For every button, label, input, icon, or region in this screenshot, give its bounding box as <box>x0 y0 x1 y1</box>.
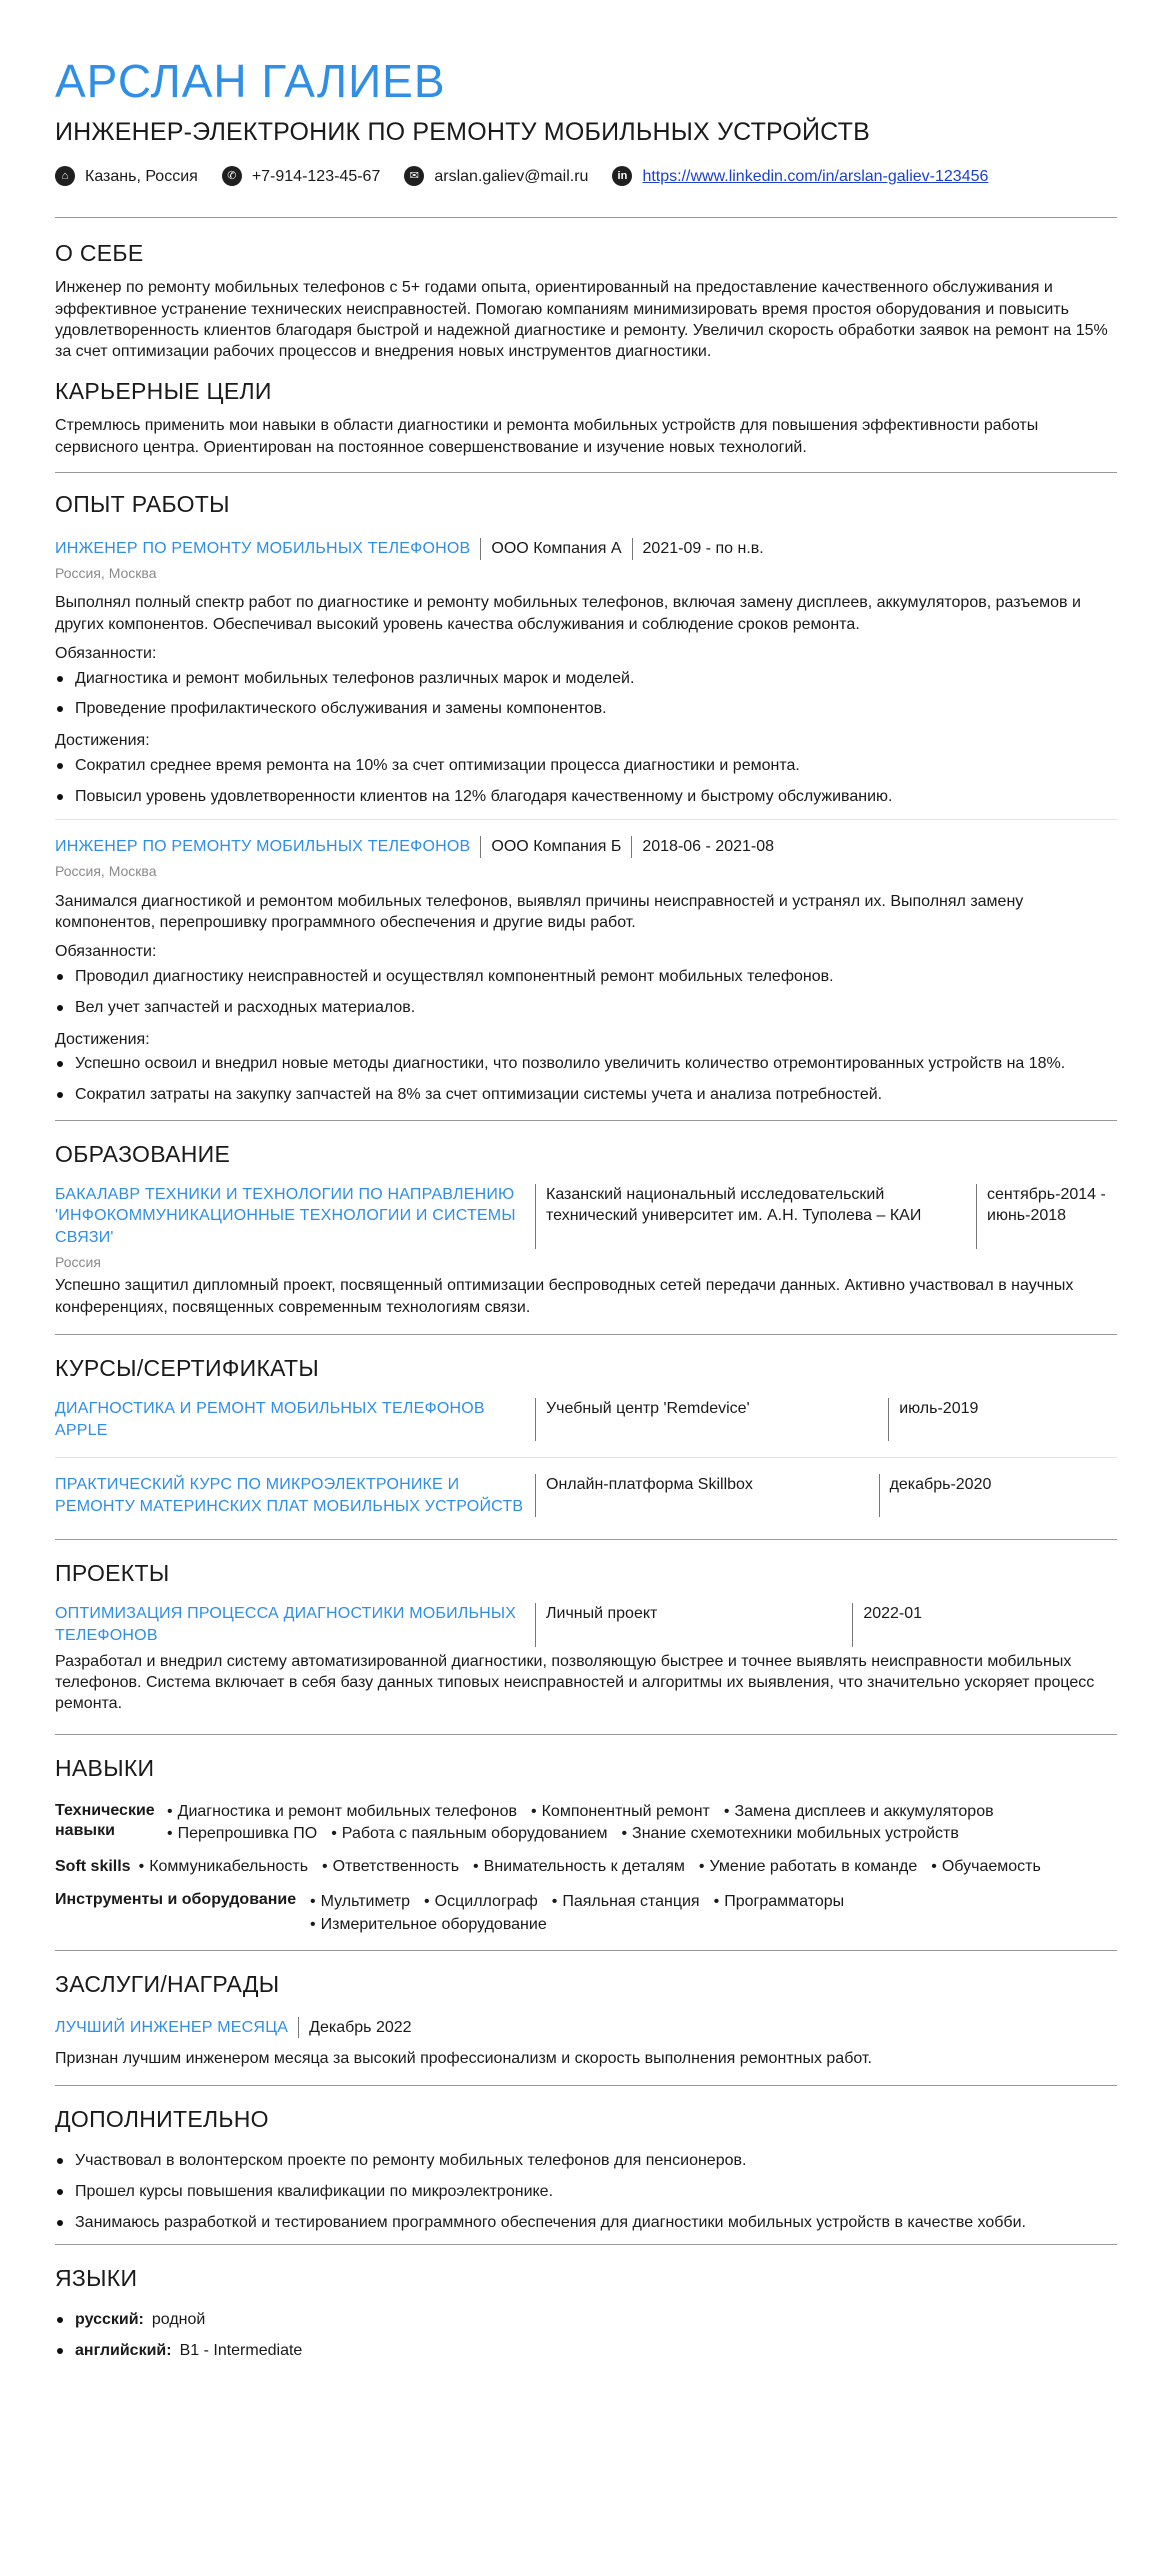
job-dates: 2021-09 - по н.в. <box>642 539 764 557</box>
list-item: Занимаюсь разработкой и тестированием программного обеспечения для диагностики мобильных устройств в качестве хобби. <box>55 2213 1117 2234</box>
divider <box>55 1539 1117 1540</box>
phone-icon: ✆ <box>222 166 242 186</box>
course-name: ПРАКТИЧЕСКИЙ КУРС ПО МИКРОЭЛЕКТРОНИКЕ И РЕМОНТУ МАТЕРИНСКИХ ПЛАТ МОБИЛЬНЫХ УСТРОЙСТВ <box>55 1476 524 1515</box>
divider <box>55 1120 1117 1121</box>
languages-title: ЯЗЫКИ <box>55 2264 138 2291</box>
course-name: ДИАГНОСТИКА И РЕМОНТ МОБИЛЬНЫХ ТЕЛЕФОНОВ APPLE <box>55 1400 485 1439</box>
courses-title: КУРСЫ/СЕРТИФИКАТЫ <box>55 1355 320 1381</box>
contacts-row <box>55 166 1117 188</box>
skills-title: НАВЫКИ <box>55 1755 155 1782</box>
skills-group-items <box>139 1857 1055 1878</box>
skill-item: • Мультиметр <box>310 1890 410 1913</box>
contact-email <box>404 166 588 188</box>
course-org: Учебный центр 'Remdevice' <box>546 1400 750 1418</box>
skill-item: • Коммуникабельность <box>139 1857 308 1878</box>
separator <box>298 2017 299 2039</box>
list-item: Повысил уровень удовлетворенности клиентов на 12% благодаря качественному и быстрому обслуживанию. <box>55 787 1117 808</box>
course-org: Онлайн-платформа Skillbox <box>546 1476 753 1494</box>
job-summary: Выполнял полный спектр работ по диагностике и ремонту мобильных телефонов, включая замену дисплеев, аккумуляторов, разъемов и других компонентов. Обеспечивал высокий уровень качества обслуживания и соблюдение сроков ремонта. <box>55 594 1081 633</box>
language-level: родной <box>151 2310 206 2328</box>
duties-label: Обязанности: <box>55 644 157 662</box>
additional-list <box>55 2151 1117 2233</box>
education-entry <box>55 1184 1117 1249</box>
skills-section <box>55 1753 1117 1936</box>
education-degree: БАКАЛАВР ТЕХНИКИ И ТЕХНОЛОГИИ ПО НАПРАВЛЕНИЮ 'ИНФОКОММУНИКАЦИОННЫЕ ТЕХНОЛОГИИ И СИСТЕМЫ СВЯЗИ' <box>55 1185 516 1246</box>
candidate-name: АРСЛАН ГАЛИЕВ <box>55 55 446 107</box>
skill-item: • Работа с паяльным оборудованием <box>331 1823 607 1845</box>
achievements-list <box>55 1054 1117 1106</box>
job-company: ООО Компания А <box>491 539 622 557</box>
education-section <box>55 1139 1117 1318</box>
job-role: ИНЖЕНЕР ПО РЕМОНТУ МОБИЛЬНЫХ ТЕЛЕФОНОВ <box>55 539 471 557</box>
divider <box>55 2085 1117 2086</box>
project-date: 2022-01 <box>863 1605 923 1623</box>
skills-group-label: Технические навыки <box>55 1801 155 1840</box>
linkedin-icon: in <box>612 166 632 186</box>
candidate-title: ИНЖЕНЕР-ЭЛЕКТРОНИК ПО РЕМОНТУ МОБИЛЬНЫХ УСТРОЙСТВ <box>55 117 870 146</box>
skill-item: • Умение работать в команде <box>699 1857 917 1878</box>
list-item: Сократил среднее время ремонта на 10% за счет оптимизации процесса диагностики и ремонта. <box>55 756 1117 777</box>
list-item: Участвовал в волонтерском проекте по ремонту мобильных телефонов для пенсионеров. <box>55 2151 1117 2172</box>
divider <box>55 2244 1117 2245</box>
location-icon: ⌂ <box>55 166 75 186</box>
list-item: Проводил диагностику неисправностей и осуществлял компонентный ремонт мобильных телефонов. <box>55 967 1117 988</box>
job-entry <box>55 836 1117 1105</box>
divider <box>55 1334 1117 1335</box>
skill-item: • Знание схемотехники мобильных устройств <box>621 1823 958 1845</box>
language-name: русский: <box>75 2310 144 2328</box>
linkedin-link[interactable]: https://www.linkedin.com/in/arslan-galiev-123456 <box>642 167 989 185</box>
awards-section <box>55 1969 1117 2069</box>
divider <box>55 1950 1117 1951</box>
education-title: ОБРАЗОВАНИЕ <box>55 1140 231 1167</box>
about-text: Инженер по ремонту мобильных телефонов с 5+ годами опыта, ориентированный на предоставление качественного обслуживания и эффективное устранение технических неисправностей. Помогаю компаниям минимизировать время простоя оборудования и повысить удовлетворенность клиентов благодаря быстрой и надежной диагностике и ремонту. Увеличил скорость обработки заявок на ремонт на 15% за счет оптимизации рабочих процессов и внедрения новых инструментов диагностики. <box>55 279 1108 361</box>
divider <box>55 1734 1117 1735</box>
goals-section <box>55 376 1117 458</box>
experience-section <box>55 489 1117 1106</box>
project-entry <box>55 1603 1117 1646</box>
entry-divider <box>55 819 1117 820</box>
list-item: Сократил затраты на закупку запчастей на 8% за счет оптимизации системы учета и анализа потребностей. <box>55 1085 1117 1106</box>
skills-group-label: Инструменты и оборудование <box>55 1891 297 1909</box>
skills-group <box>55 1801 1117 1846</box>
contact-linkedin <box>612 166 988 188</box>
contact-phone <box>222 166 381 188</box>
skills-group-items <box>167 1801 1117 1846</box>
award-text: Признан лучшим инженером месяца за высокий профессионализм и скорость выполнения ремонтных работ. <box>55 2050 872 2068</box>
course-entry <box>55 1474 1117 1517</box>
skill-item: • Компонентный ремонт <box>531 1801 710 1823</box>
list-item: Прошел курсы повышения квалификации по микроэлектронике. <box>55 2182 1117 2203</box>
awards-title: ЗАСЛУГИ/НАГРАДЫ <box>55 1971 280 1998</box>
email-text: arslan.galiev@mail.ru <box>434 167 589 185</box>
skills-group <box>55 1857 1117 1878</box>
job-role: ИНЖЕНЕР ПО РЕМОНТУ МОБИЛЬНЫХ ТЕЛЕФОНОВ <box>55 838 471 856</box>
project-name: ОПТИМИЗАЦИЯ ПРОЦЕССА ДИАГНОСТИКИ МОБИЛЬНЫХ ТЕЛЕФОНОВ <box>55 1605 517 1645</box>
award-name: ЛУЧШИЙ ИНЖЕНЕР МЕСЯЦА <box>55 2018 289 2036</box>
separator <box>631 836 632 858</box>
separator <box>480 836 481 858</box>
entry-divider <box>55 1457 1117 1458</box>
project-type: Личный проект <box>546 1605 658 1623</box>
job-header <box>55 538 1117 560</box>
divider <box>55 217 1117 218</box>
skills-group-items <box>310 1890 870 1936</box>
skills-group-label: Soft skills <box>55 1858 131 1876</box>
skill-item: • Измерительное оборудование <box>310 1913 547 1936</box>
job-summary: Занимался диагностикой и ремонтом мобильных телефонов, выявлял причины неисправностей и устранял их. Выполнял замену компонентов, перепрошивку программного обеспечения и другие виды работ. <box>55 892 1024 932</box>
education-location: Россия <box>55 1253 101 1270</box>
award-date: Декабрь 2022 <box>309 2018 412 2036</box>
experience-title: ОПЫТ РАБОТЫ <box>55 490 230 517</box>
skill-item: • Обучаемость <box>931 1857 1041 1878</box>
email-icon: ✉ <box>404 166 424 186</box>
separator <box>632 538 633 560</box>
skills-group <box>55 1890 1117 1936</box>
list-item: Вел учет запчастей и расходных материалов. <box>55 998 1117 1019</box>
education-dates: сентябрь-2014 - июнь-2018 <box>987 1185 1106 1225</box>
job-entry <box>55 538 1117 807</box>
job-company: ООО Компания Б <box>491 838 622 856</box>
separator <box>480 538 481 560</box>
about-title: О СЕБЕ <box>55 240 144 267</box>
skill-item: • Ответственность <box>322 1857 459 1878</box>
projects-title: ПРОЕКТЫ <box>55 1560 170 1587</box>
goals-text: Стремлюсь применить мои навыки в области диагностики и ремонта мобильных устройств для повышения эффективности работы сервисного центра. Ориентирован на постоянное совершенствование и изучение новых технологий. <box>55 417 1039 456</box>
languages-list <box>55 2310 1117 2362</box>
location-text: Казань, Россия <box>85 167 198 185</box>
languages-section <box>55 2263 1117 2362</box>
education-text: Успешно защитил дипломный проект, посвященный оптимизации беспроводных сетей передачи данных. Активно участвовал в научных конференциях, посвященных современным технологиям связи. <box>55 1277 1074 1316</box>
course-date: декабрь-2020 <box>889 1476 992 1494</box>
job-dates: 2018-06 - 2021-08 <box>642 838 775 856</box>
job-header <box>55 836 1117 858</box>
goals-title: КАРЬЕРНЫЕ ЦЕЛИ <box>55 378 272 405</box>
language-level: B1 - Intermediate <box>179 2341 303 2359</box>
skill-item: • Осциллограф <box>424 1890 538 1913</box>
education-school: Казанский национальный исследовательский технический университет им. А.Н. Туполева – КАИ <box>546 1185 922 1225</box>
project-text: Разработал и внедрил систему автоматизированной диагностики, позволяющую быстрее и точнее выявлять неисправности мобильных телефонов. Система включает в себя базу данных типовых неисправностей и алгоритмы их выявления, что значительно ускоряет процесс ремонта. <box>55 1652 1095 1713</box>
duties-list <box>55 669 1117 721</box>
projects-section <box>55 1558 1117 1714</box>
achievements-list <box>55 756 1117 808</box>
job-location: Россия, Москва <box>55 862 157 879</box>
skill-item: • Паяльная станция <box>552 1890 700 1913</box>
list-item: Диагностика и ремонт мобильных телефонов различных марок и моделей. <box>55 669 1117 690</box>
skill-item: • Перепрошивка ПО <box>167 1823 317 1845</box>
language-item <box>55 2310 1117 2331</box>
contact-location <box>55 166 198 188</box>
resume-header <box>55 55 1117 187</box>
achievements-label: Достижения: <box>55 732 150 750</box>
skills-groups <box>55 1801 1117 1937</box>
job-location: Россия, Москва <box>55 564 157 581</box>
skill-item: • Диагностика и ремонт мобильных телефонов <box>167 1801 517 1823</box>
additional-section <box>55 2104 1117 2233</box>
skill-item: • Замена дисплеев и аккумуляторов <box>724 1801 994 1823</box>
language-item <box>55 2341 1117 2362</box>
skill-item: • Программаторы <box>714 1890 845 1913</box>
list-item: Проведение профилактического обслуживания и замены компонентов. <box>55 699 1117 720</box>
phone-text: +7-914-123-45-67 <box>251 167 381 185</box>
list-item: Успешно освоил и внедрил новые методы диагностики, что позволило увеличить количество отремонтированных устройств на 18%. <box>55 1054 1117 1075</box>
divider <box>55 472 1117 473</box>
courses-section <box>55 1353 1117 1517</box>
additional-title: ДОПОЛНИТЕЛЬНО <box>55 2106 269 2133</box>
duties-list <box>55 967 1117 1019</box>
achievements-label: Достижения: <box>55 1030 150 1048</box>
duties-label: Обязанности: <box>55 943 157 961</box>
course-entry <box>55 1398 1117 1441</box>
language-name: английский: <box>75 2341 172 2359</box>
course-date: июль-2019 <box>899 1400 979 1418</box>
skill-item: • Внимательность к деталям <box>473 1857 685 1878</box>
about-section <box>55 238 1117 362</box>
award-header <box>55 2017 1117 2039</box>
